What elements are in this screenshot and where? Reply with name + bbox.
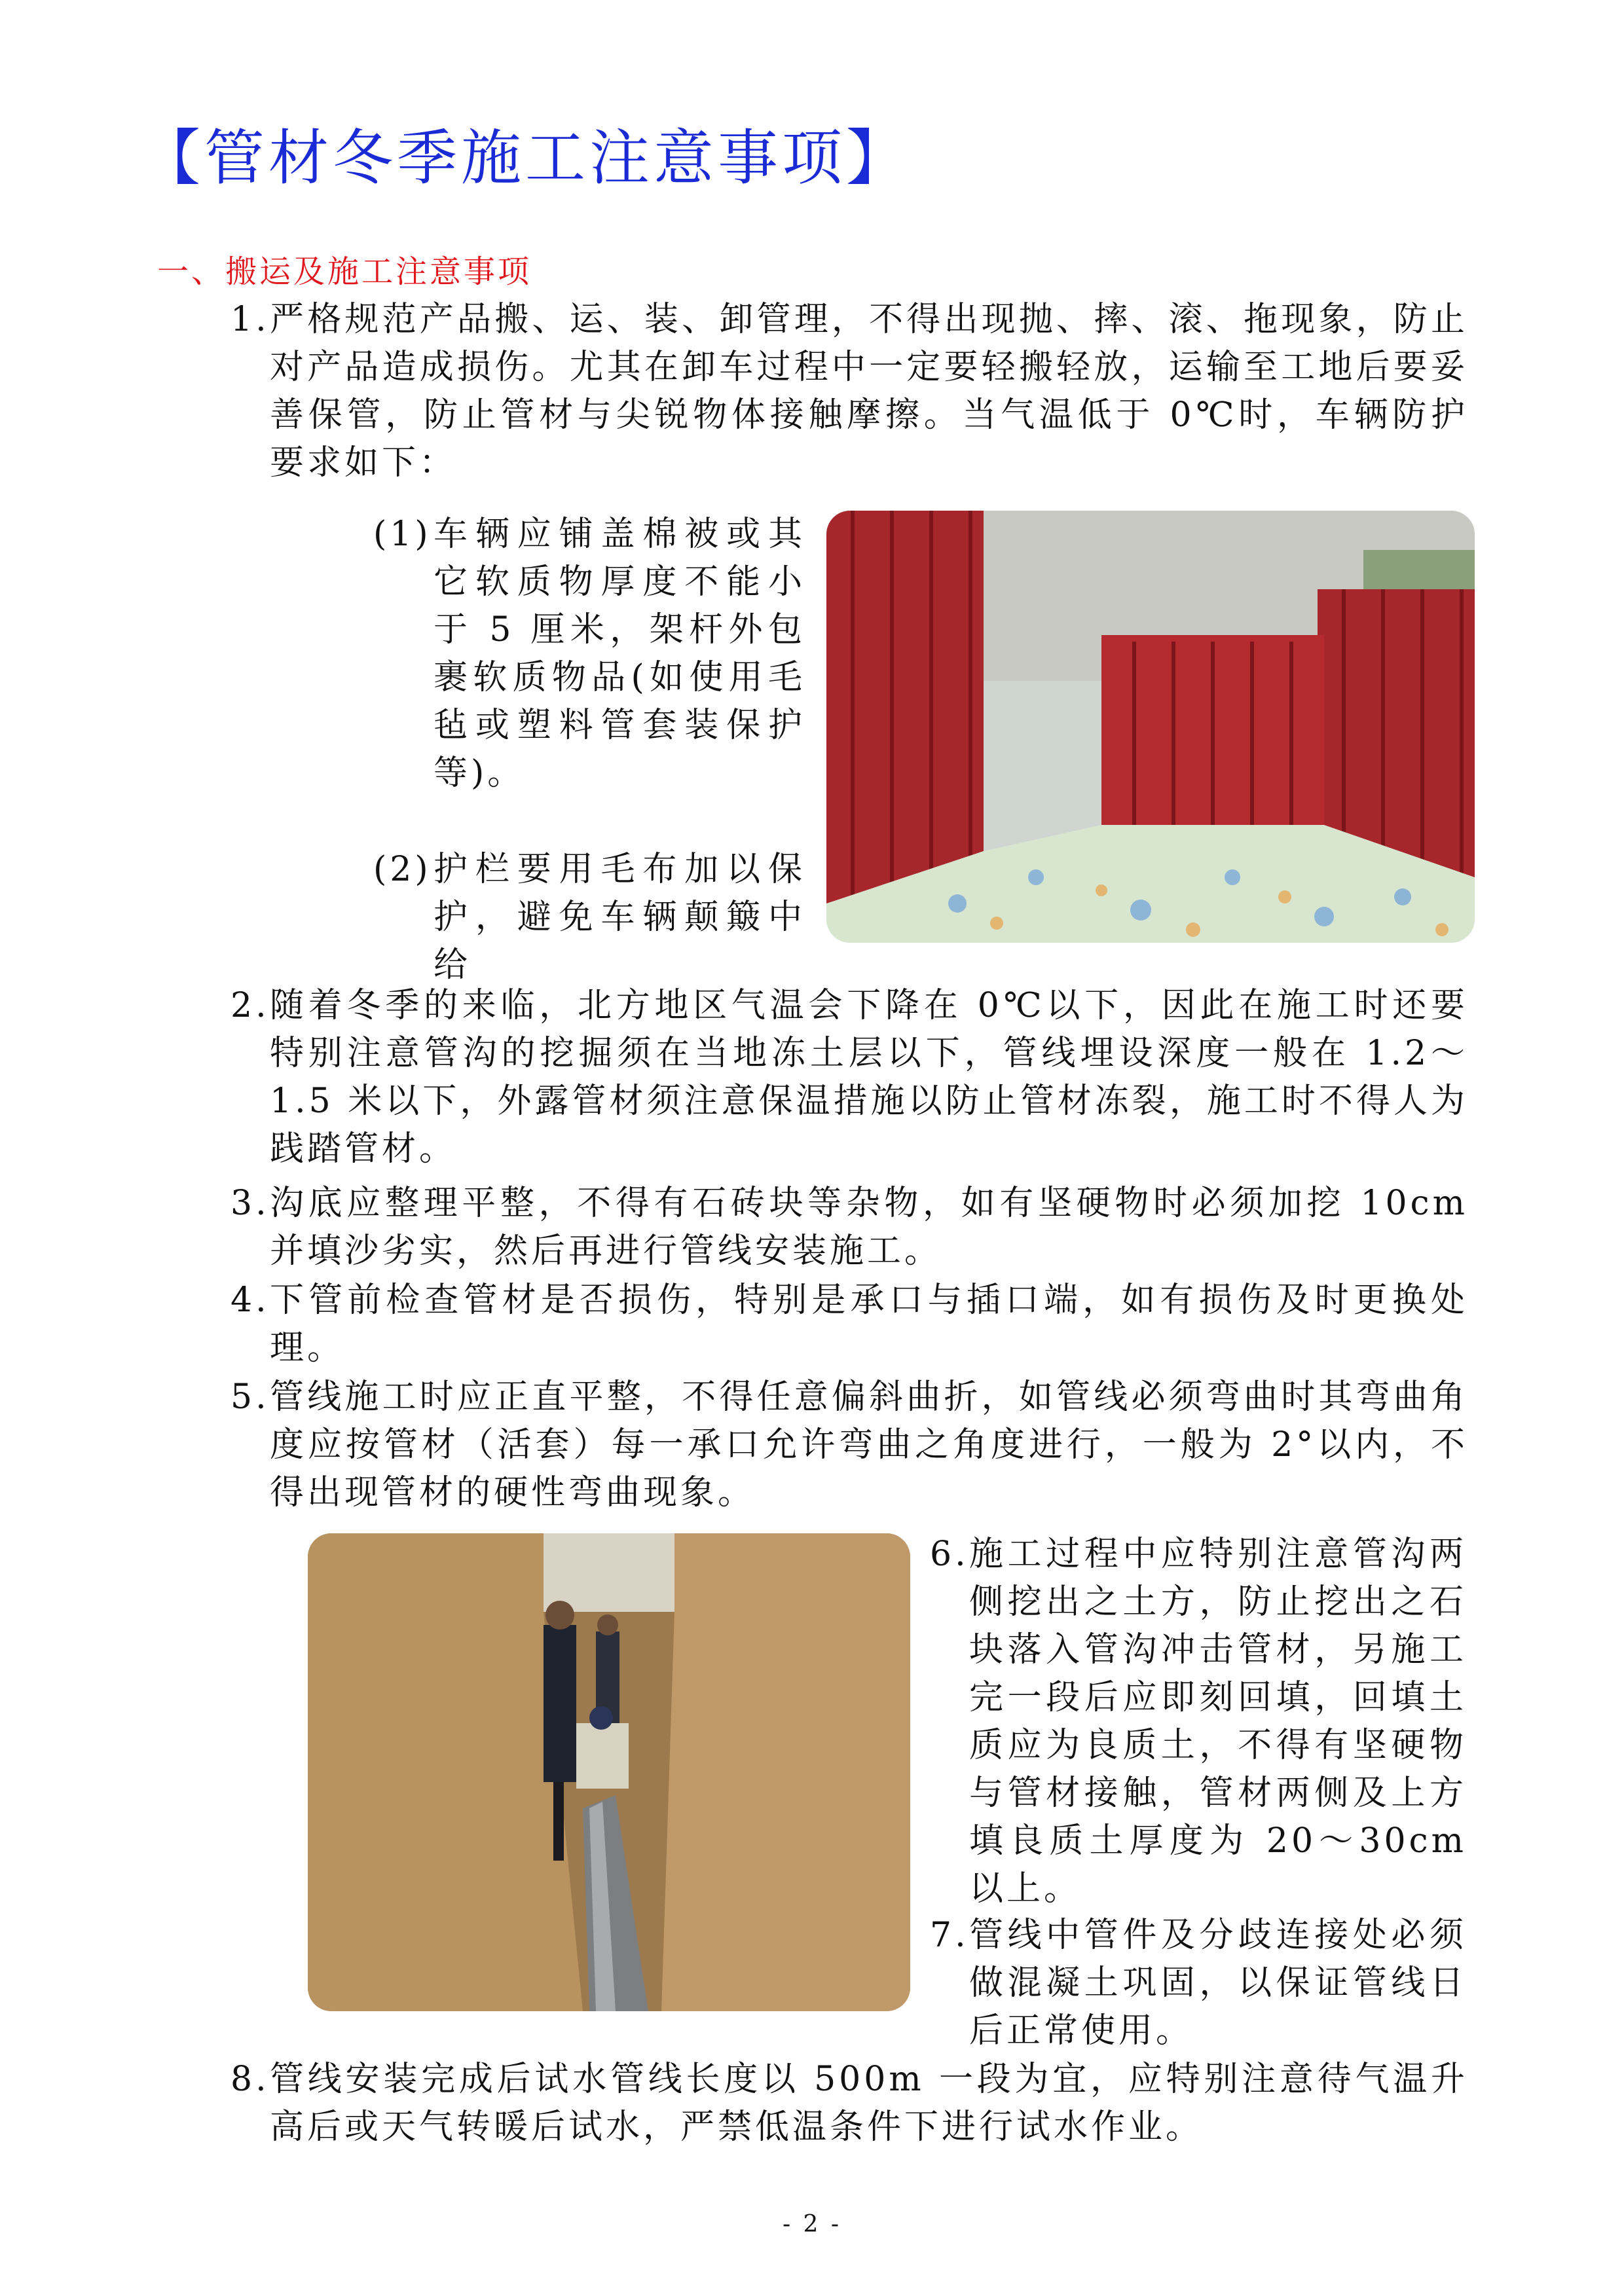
section-heading: 一、搬运及施工注意事项	[157, 253, 532, 290]
item-text: 管线安装完成后试水管线长度以 500m 一段为宜，应特别注意待气温升高后或天气转暖后试水，严禁低温条件下进行试水作业。	[270, 2060, 1468, 2147]
sub-item-text: 车辆应铺盖棉被或其它软质物厚度不能小于 5 厘米，架杆外包裹软质物品(如使用毛毡或塑料管套装保护等)。	[434, 515, 805, 793]
item-text: 下管前检查管材是否损伤，特别是承口与插口端，如有损伤及时更换处理。	[270, 1281, 1468, 1368]
sub-item	[373, 511, 805, 797]
truck-bed-photo	[826, 511, 1475, 943]
trench-pipe-photo	[308, 1533, 910, 2011]
list-item	[231, 2056, 1468, 2151]
sub-item-number: (1)	[373, 515, 432, 554]
sub-item-text: 护栏要用毛布加以保护，避免车辆颠簸中给	[434, 850, 805, 985]
item-number: 2.	[231, 986, 270, 1025]
sub-item	[373, 846, 805, 989]
item-text: 施工过程中应特别注意管沟两侧挖出之土方，防止挖出之石块落入管沟冲击管材，另施工完一段后应即刻回填，回填土质应为良质土，不得有坚硬物与管材接触，管材两侧及上方填良质土厚度为 20～30cm 以上。	[969, 1535, 1467, 1908]
item-text: 管线施工时应正直平整，不得任意偏斜曲折，如管线必须弯曲时其弯曲角度应按管材（活套）每一承口允许弯曲之角度进行，一般为 2°以内，不得出现管材的硬性弯曲现象。	[270, 1377, 1468, 1512]
truck-photo-illustration	[826, 511, 1475, 943]
item-text: 管线中管件及分歧连接处必须做混凝土巩固，以保证管线日后正常使用。	[969, 1916, 1467, 2050]
page-title: 【管材冬季施工注意事项】	[140, 123, 911, 193]
list-item	[930, 1912, 1467, 2055]
list-item	[930, 1531, 1467, 1913]
item-number: 8.	[231, 2060, 270, 2099]
item-number: 7.	[930, 1916, 969, 1955]
list-item	[231, 1374, 1468, 1517]
list-item	[231, 1277, 1468, 1372]
list-item	[231, 982, 1468, 1173]
item-text: 沟底应整理平整，不得有石砖块等杂物，如有坚硬物时必须加挖 10cm 并填沙劣实，然后再进行管线安装施工。	[270, 1184, 1468, 1271]
item-number: 1.	[231, 300, 270, 339]
item-number: 3.	[231, 1184, 270, 1223]
list-item	[231, 1180, 1468, 1275]
item-text: 随着冬季的来临，北方地区气温会下降在 0℃以下，因此在施工时还要特别注意管沟的挖掘须在当地冻土层以下，管线埋设深度一般在 1.2～1.5 米以下，外露管材须注意保温措施以防止管材冻裂，施工时不得人为践踏管材。	[270, 986, 1468, 1169]
sub-item-number: (2)	[373, 850, 432, 889]
item-text: 严格规范产品搬、运、装、卸管理，不得出现抛、摔、滚、拖现象，防止对产品造成损伤。尤其在卸车过程中一定要轻搬轻放，运输至工地后要妥善保管，防止管材与尖锐物体接触摩擦。当气温低于 0℃时，车辆防护要求如下：	[270, 300, 1468, 483]
trench-photo-illustration	[308, 1533, 910, 2011]
item-number: 4.	[231, 1281, 270, 1320]
item-number: 5.	[231, 1377, 270, 1417]
list-item	[231, 296, 1468, 487]
page-number: - 2 -	[782, 2211, 842, 2238]
item-number: 6.	[930, 1535, 969, 1574]
